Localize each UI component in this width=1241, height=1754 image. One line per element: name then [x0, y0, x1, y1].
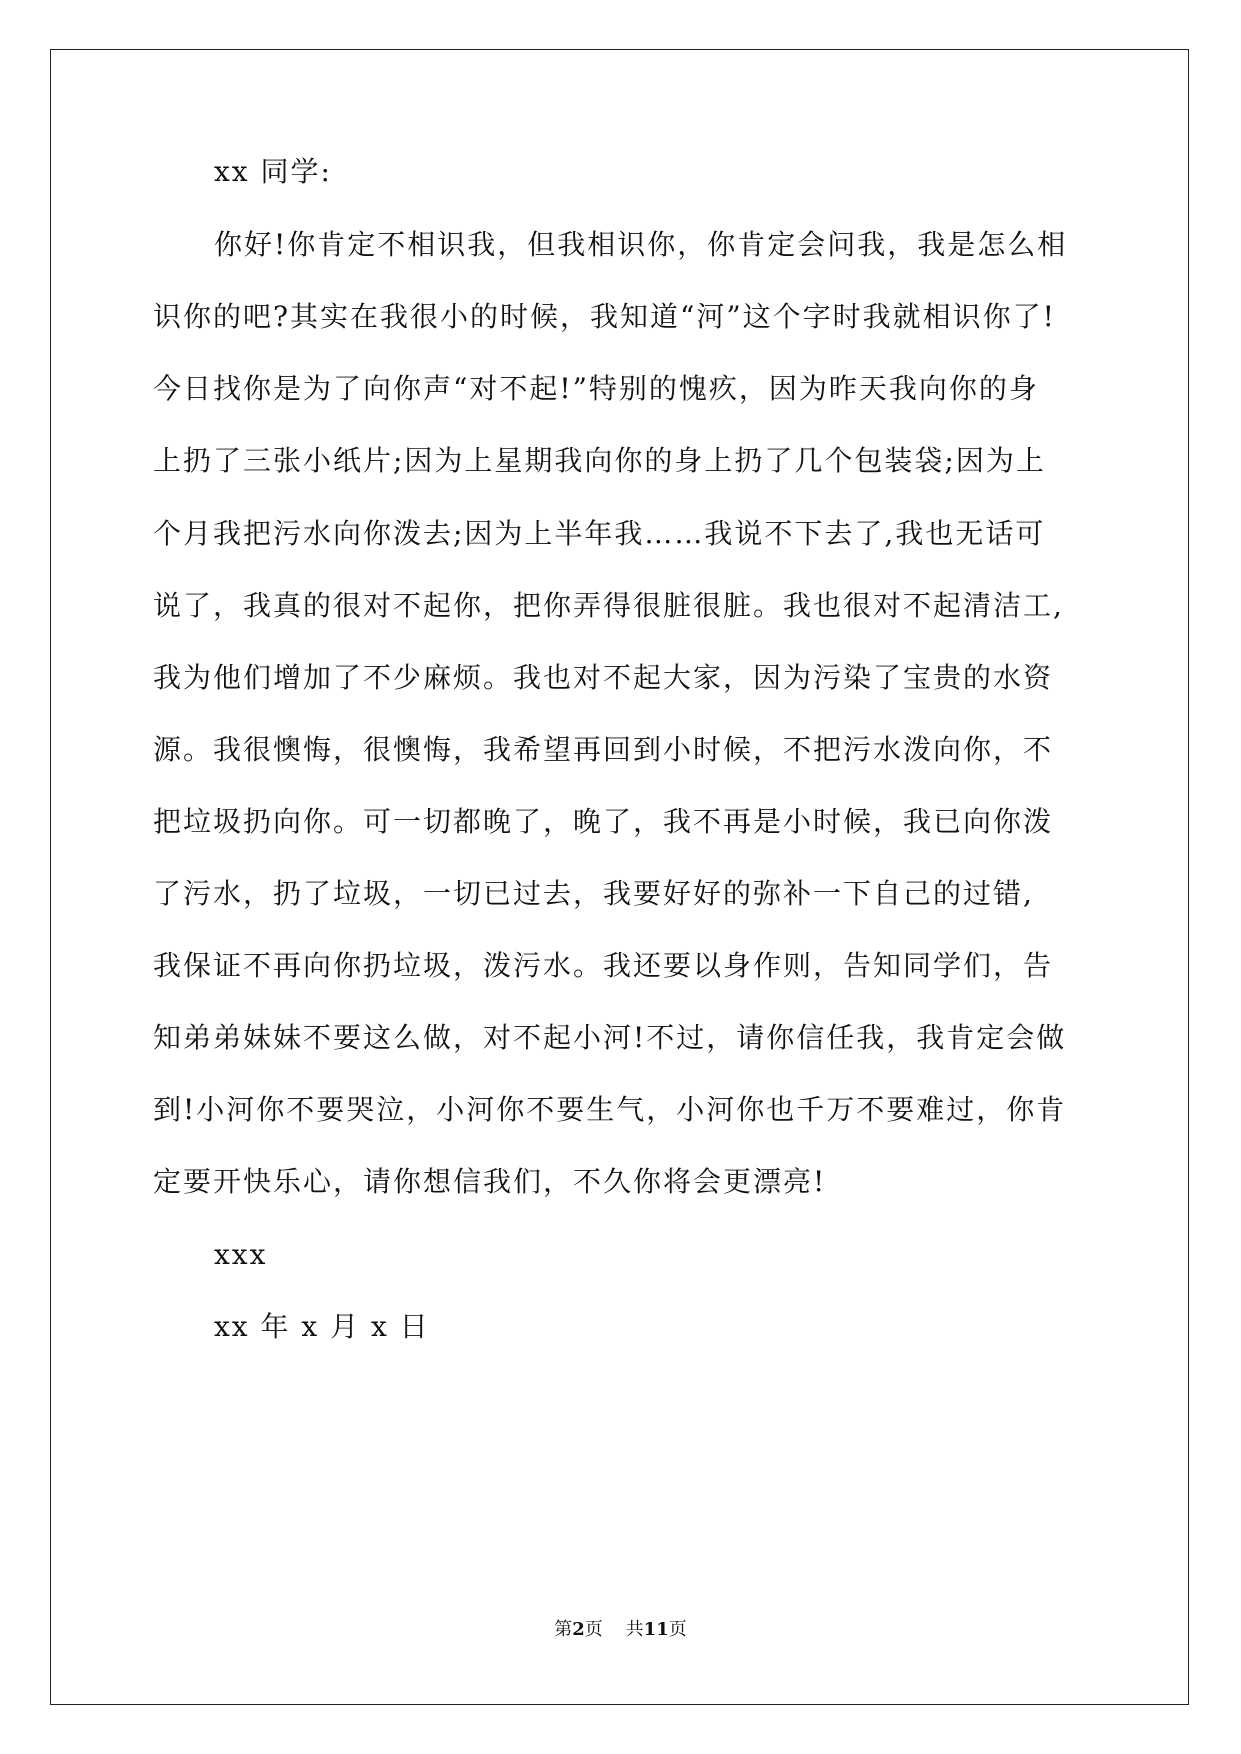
total-prefix: 共: [625, 1619, 644, 1640]
body-line: 我为他们增加了不少麻烦。我也对不起大家，因为污染了宝贵的水资: [153, 661, 1054, 694]
total-suffix: 页: [668, 1619, 687, 1640]
body-line: 知弟弟妹妹不要这么做，对不起小河!不过，请你信任我，我肯定会做: [153, 1021, 1067, 1054]
letter-date: xx 年 x 月 x 日: [214, 1310, 430, 1343]
total-pages: 11: [643, 1619, 669, 1640]
body-line: 了污水，扔了垃圾，一切已过去，我要好好的弥补一下自己的过错,: [153, 877, 1034, 910]
body-line: 到!小河你不要哭泣，小河你不要生气，小河你也千万不要难过，你肯: [153, 1093, 1067, 1126]
body-line: 源。我很懊悔，很懊悔，我希望再回到小时候，不把污水泼向你，不: [153, 733, 1054, 766]
body-line: 定要开快乐心，请你想信我们，不久你将会更漂亮!: [153, 1165, 827, 1198]
body-line: 识你的吧?其实在我很小的时候，我知道“河”这个字时我就相识你了!: [153, 300, 1056, 333]
page-suffix: 页: [584, 1619, 603, 1640]
page-prefix: 第: [554, 1619, 573, 1640]
salutation: xx 同学:: [214, 155, 332, 188]
signature: xxx: [214, 1238, 268, 1271]
body-line: 上扔了三张小纸片;因为上星期我向你的身上扔了几个包装袋;因为上: [153, 444, 1046, 477]
body-line: 你好!你肯定不相识我，但我相识你，你肯定会问我，我是怎么相: [214, 228, 1068, 261]
body-line: 个月我把污水向你泼去;因为上半年我……我说不下去了,我也无话可: [153, 517, 1046, 550]
body-line: 说了，我真的很对不起你，把你弄得很脏很脏。我也很对不起清洁工,: [153, 589, 1064, 622]
page-footer: [0, 1618, 1241, 1642]
body-line: 把垃圾扔向你。可一切都晚了，晚了，我不再是小时候，我已向你泼: [153, 805, 1054, 838]
page-number: 2: [572, 1619, 585, 1640]
body-line: 今日找你是为了向你声“对不起!”特别的愧疚，因为昨天我向你的身: [153, 372, 1039, 405]
body-line: 我保证不再向你扔垃圾，泼污水。我还要以身作则，告知同学们，告: [153, 949, 1054, 982]
